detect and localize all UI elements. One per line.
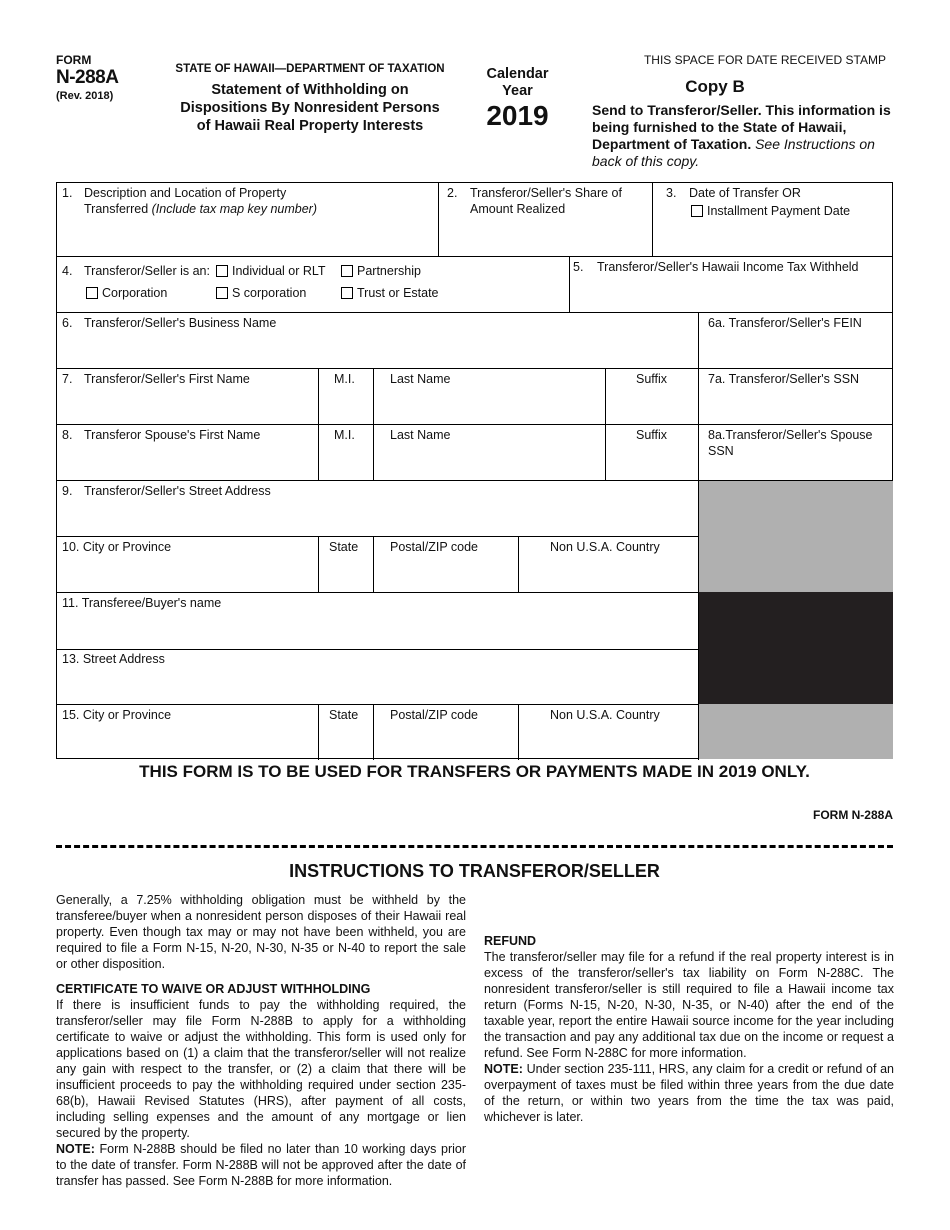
installment-checkbox[interactable]: [691, 205, 703, 217]
field-10-country[interactable]: Non U.S.A. Country: [550, 540, 660, 554]
field-13-label[interactable]: 13. Street Address: [62, 652, 165, 666]
field-1-label-line2: Transferred (Include tax map key number): [84, 202, 317, 216]
form-title: [160, 81, 460, 135]
field-4-number: 4.: [62, 264, 73, 278]
corporation-checkbox[interactable]: [86, 287, 98, 299]
blackout-area: [699, 592, 893, 704]
field-7-mi[interactable]: M.I.: [334, 372, 355, 386]
calendar-line-1: Calendar: [486, 66, 549, 82]
s-corporation-checkbox[interactable]: [216, 287, 228, 299]
title-line-3: of Hawaii Real Property Interests: [196, 118, 424, 134]
field-10-zip[interactable]: Postal/ZIP code: [390, 540, 479, 554]
field-6-number: 6.: [62, 316, 73, 330]
option-trust-estate[interactable]: Trust or Estate: [341, 285, 439, 301]
field-7a-label[interactable]: 7a. Transferor/Seller's SSN: [708, 372, 860, 386]
field-8-mi[interactable]: M.I.: [334, 428, 355, 442]
send-bold-text: Send to Transferor/Seller. This information is being furnished to the State of Hawaii, Department of Taxation.: [592, 102, 891, 152]
copy-label: Copy B: [685, 77, 745, 96]
refund-heading: REFUND: [484, 934, 537, 948]
tax-year: 2019: [486, 100, 549, 131]
field-8-number: 8.: [62, 428, 73, 442]
field-8-last-name[interactable]: Last Name: [390, 428, 451, 442]
calendar-year-label: [470, 66, 565, 100]
field-15-label[interactable]: 15. City or Province: [62, 708, 172, 722]
field-11-label[interactable]: 11. Transferee/Buyer's name: [62, 596, 222, 610]
field-1-label[interactable]: [84, 185, 424, 217]
cert-paragraph: If there is insufficient funds to pay the withholding required, the transferor/seller may file Form N-288B to apply for a withholding certificate to waive or adjust the withholding. This form is used only for applications based on (1) a claim that the transferor/seller will not realize any gain with respect to the transfer, or (2) a claim that there will be insufficient proceeds to pay the withholding required under section 235-68(b), Hawaii Revised Statutes (HRS), after payment of all costs, including selling expenses and the amount of any mortgage or lien secured by the property.: [56, 998, 466, 1140]
field-5-number: 5.: [573, 260, 584, 274]
option-individual[interactable]: Individual or RLT: [216, 263, 326, 279]
field-7-number: 7.: [62, 372, 73, 386]
date-stamp-area: THIS SPACE FOR DATE RECEIVED STAMP: [643, 53, 887, 67]
field-4-label: Transferor/Seller is an:: [84, 264, 210, 278]
field-8-label[interactable]: Transferor Spouse's First Name: [84, 428, 261, 442]
form-grid: [56, 182, 893, 759]
usage-notice: THIS FORM IS TO BE USED FOR TRANSFERS OR PAYMENTS MADE IN 2019 ONLY.: [139, 762, 810, 781]
cert-heading: CERTIFICATE TO WAIVE OR ADJUST WITHHOLDING: [56, 982, 371, 996]
field-10-state[interactable]: State: [329, 540, 359, 554]
field-15-state[interactable]: State: [329, 708, 359, 722]
option-partnership[interactable]: Partnership: [341, 263, 421, 279]
field-2-label-line1: Transferor/Seller's Share of: [470, 186, 622, 200]
instructions-left-column: [56, 892, 466, 1189]
form-footer: FORM N-288A: [812, 808, 893, 822]
note-1: NOTE: Form N-288B should be filed no later than 10 working days prior to the date of transfer. Form N-288B will not be approved after the date of transfer has passed. See Form N-288B for more information.: [56, 1142, 466, 1188]
option-s-corporation[interactable]: S corporation: [216, 285, 306, 301]
field-1-number: 1.: [62, 186, 73, 200]
shaded-area-upper: [699, 481, 893, 592]
field-7-suffix[interactable]: Suffix: [636, 372, 668, 386]
send-italic-text: See Instructions on back of this copy.: [592, 136, 875, 169]
refund-paragraph: The transferor/seller may file for a refund if the real property interest is in excess of the transferor/seller's tax liability on Form N-288C. The nonresident transferor/seller is still required to file a Hawaii income tax return (Forms N-15, N-20, N-30, N-35, or N-40) after the end of the taxable year, report the entire Hawaii source income for the year including the transaction and pay any additional tax due on the income or request a refund. See Form N-288C for more information.: [484, 950, 894, 1060]
title-line-2: Dispositions By Nonresident Persons: [180, 100, 440, 116]
agency-name: STATE OF HAWAII—DEPARTMENT OF TAXATION: [175, 63, 445, 75]
field-6a-label[interactable]: 6a. Transferor/Seller's FEIN: [708, 316, 862, 330]
instructions-title: INSTRUCTIONS TO TRANSFEROR/SELLER: [289, 861, 660, 881]
cut-line: [56, 845, 893, 848]
field-3-label[interactable]: Date of Transfer OR: [689, 186, 801, 200]
field-15-country[interactable]: Non U.S.A. Country: [550, 708, 660, 722]
field-6-label[interactable]: Transferor/Seller's Business Name: [84, 316, 277, 330]
field-7-label[interactable]: Transferor/Seller's First Name: [84, 372, 250, 386]
form-number: N-288A: [56, 67, 119, 88]
installment-checkbox-label: Installment Payment Date: [707, 204, 851, 218]
instructions-right-column: [484, 892, 894, 1125]
field-15-zip[interactable]: Postal/ZIP code: [390, 708, 479, 722]
shaded-area-lower: [699, 704, 893, 759]
installment-payment-option[interactable]: [691, 203, 850, 219]
field-2-label-line2: Amount Realized: [470, 202, 566, 216]
calendar-line-2: Year: [502, 83, 533, 99]
option-corporation[interactable]: Corporation: [86, 285, 167, 301]
field-10-label[interactable]: 10. City or Province: [62, 540, 172, 554]
field-2-number: 2.: [447, 186, 458, 200]
field-9-number: 9.: [62, 484, 73, 498]
individual-checkbox[interactable]: [216, 265, 228, 277]
partnership-checkbox[interactable]: [341, 265, 353, 277]
note-2: NOTE: Under section 235-111, HRS, any claim for a credit or refund of an overpayment of taxes must be filed within three years from the due date of the return, or within two years from the time the tax was paid, whichever is later.: [484, 1062, 894, 1124]
intro-paragraph: Generally, a 7.25% withholding obligation must be withheld by the transferee/buyer when a nonresident person disposes of their Hawaii real property. Even though tax may or may not have been withheld, you are required to file a Form N-15, N-20, N-30, N-35 or N-40 to report the sale or other disposition.: [56, 893, 466, 971]
field-8-suffix[interactable]: Suffix: [636, 428, 668, 442]
title-line-1: Statement of Withholding on: [211, 82, 409, 98]
trust-estate-checkbox[interactable]: [341, 287, 353, 299]
field-7-last-name[interactable]: Last Name: [390, 372, 451, 386]
field-3-number: 3.: [666, 186, 677, 200]
form-label: FORM: [56, 53, 92, 67]
field-1-label-line1: Description and Location of Property: [84, 186, 287, 200]
field-2-label[interactable]: [470, 185, 640, 217]
field-5-label[interactable]: Transferor/Seller's Hawaii Income Tax Withheld: [597, 260, 859, 274]
field-9-label[interactable]: Transferor/Seller's Street Address: [84, 484, 271, 498]
form-revision: (Rev. 2018): [56, 90, 114, 102]
field-8a-label[interactable]: 8a.Transferor/Seller's Spouse SSN: [708, 428, 873, 458]
send-instructions: [592, 102, 902, 170]
